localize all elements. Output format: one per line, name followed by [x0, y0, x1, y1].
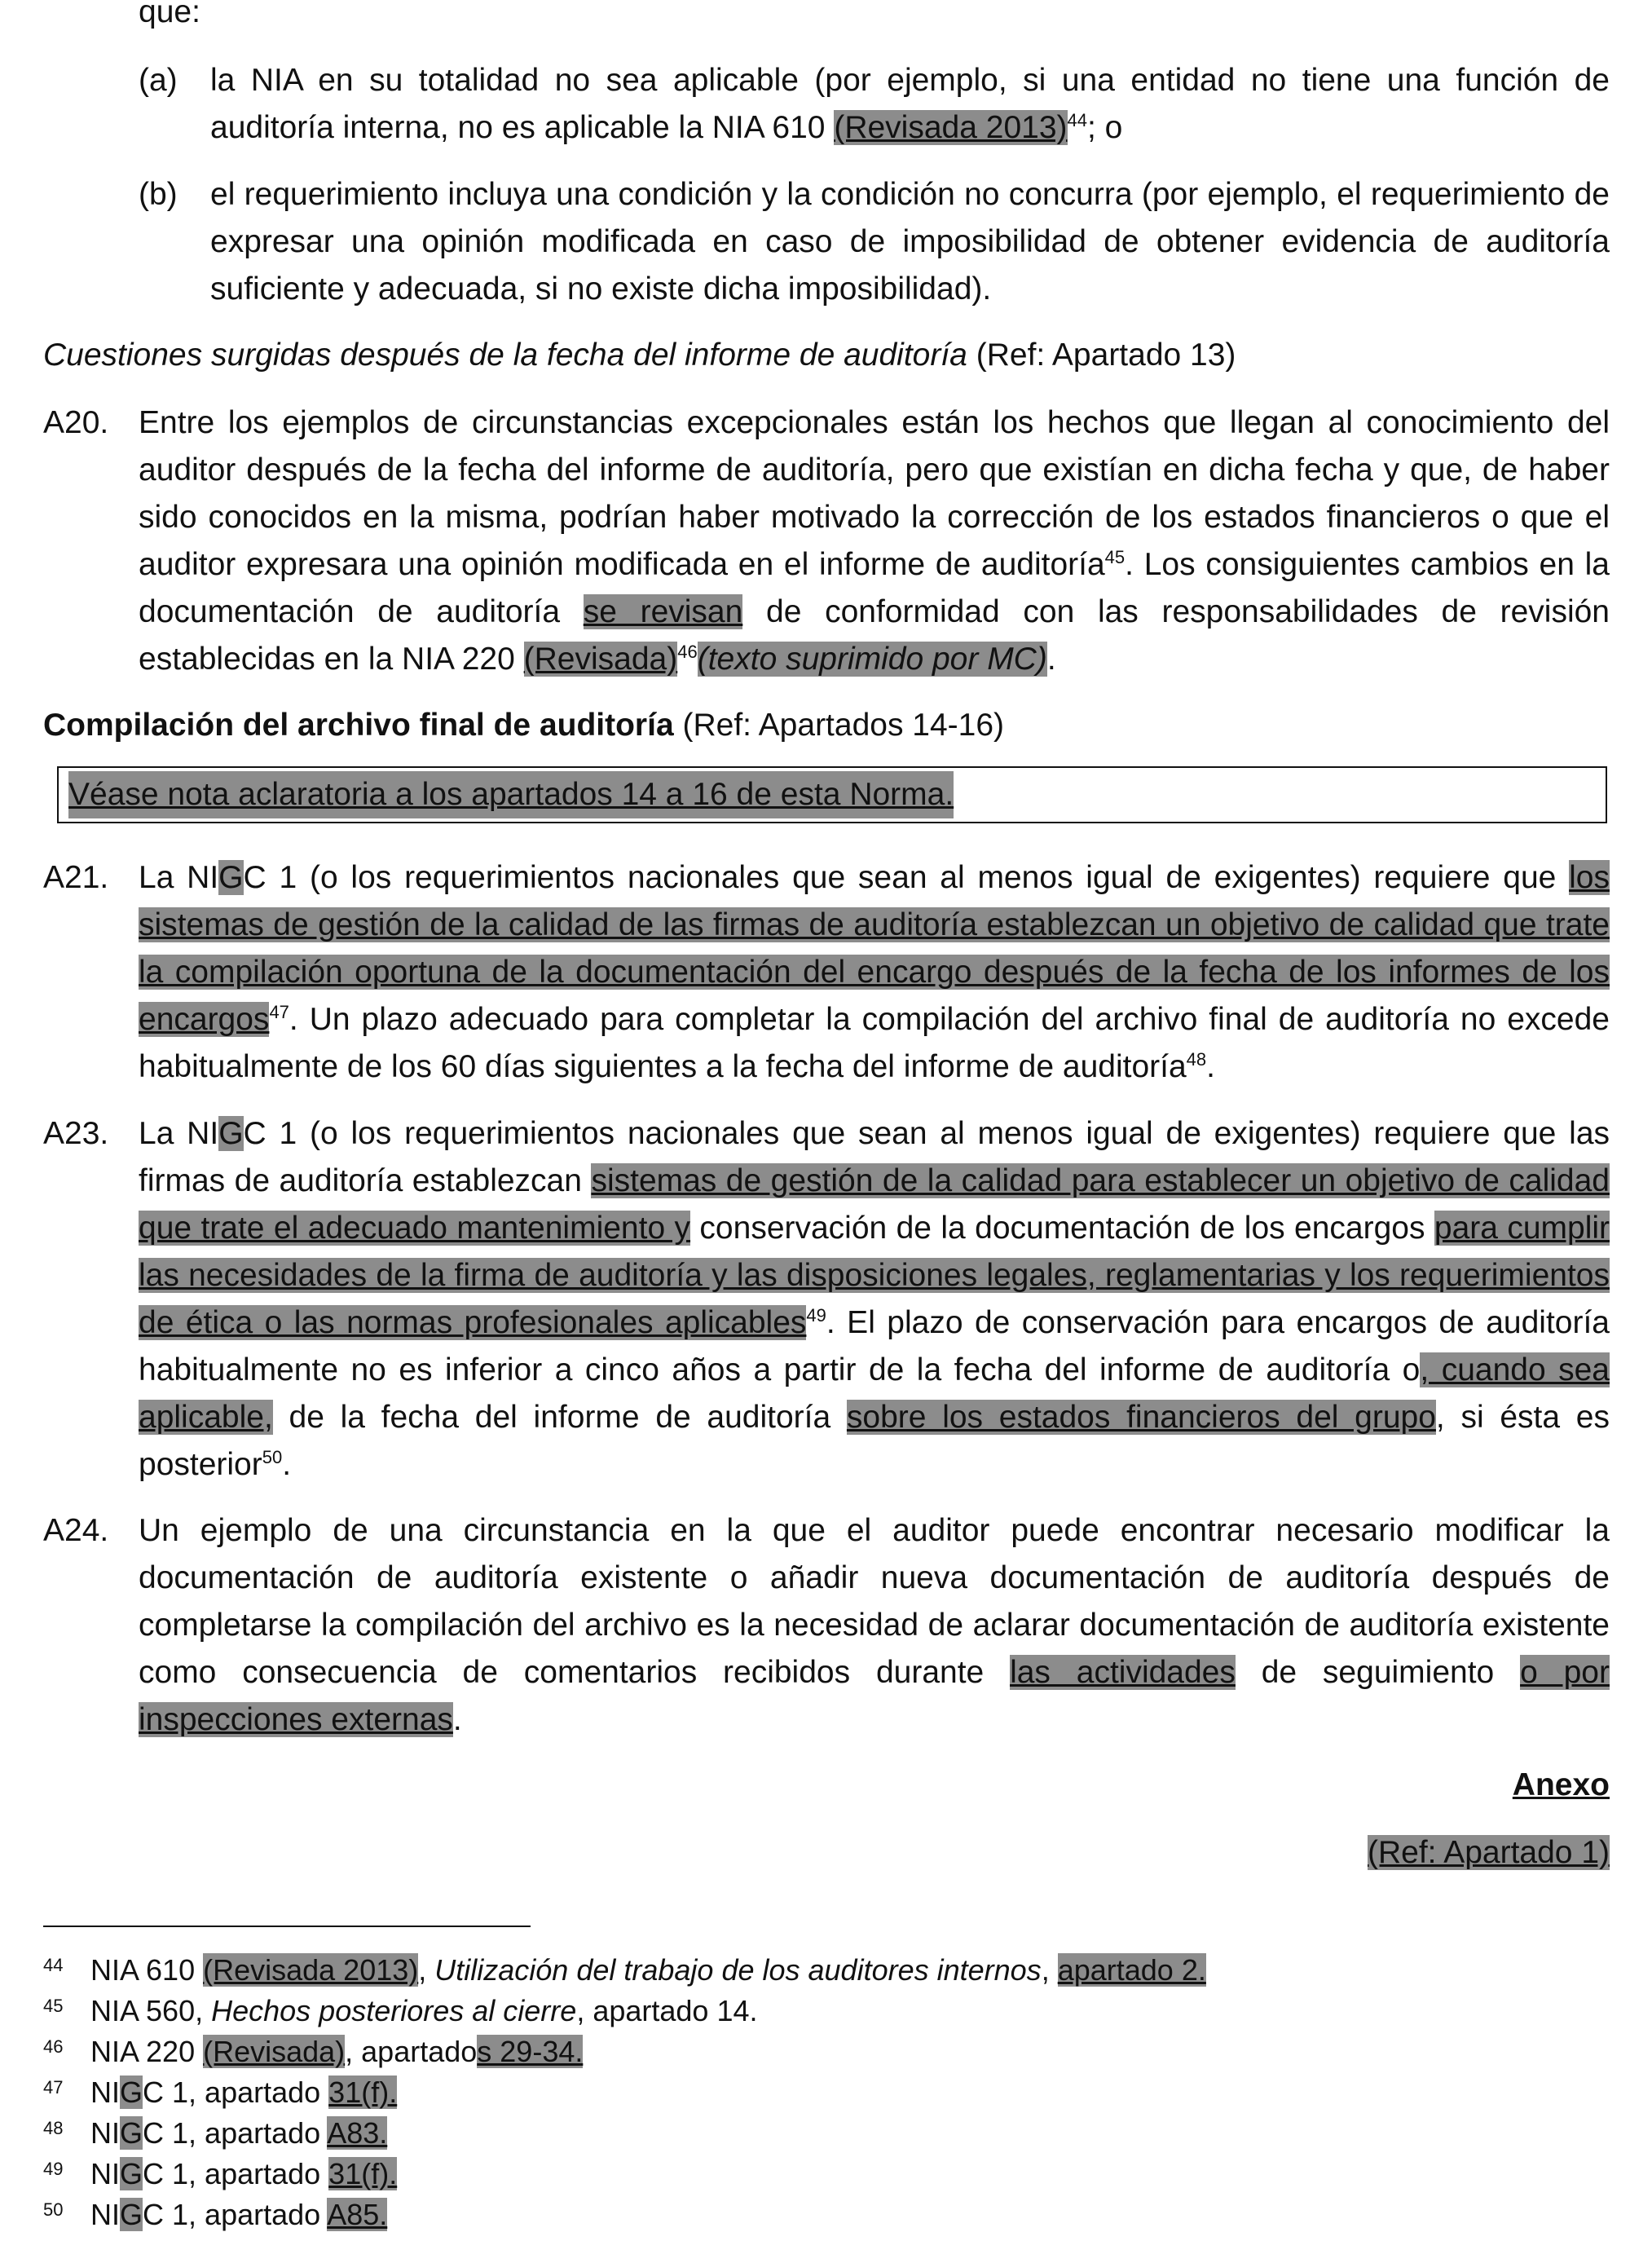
highlighted-text: A85.	[327, 2198, 388, 2231]
highlighted-letter: G	[218, 860, 244, 895]
paragraph-text	[139, 399, 1610, 683]
highlighted-letter: G	[120, 2116, 143, 2150]
footnote-ref[interactable]: 49	[806, 1305, 826, 1326]
highlighted-text: o por inspecciones externas	[139, 1655, 1610, 1737]
footnote-ref[interactable]: 44	[1067, 110, 1087, 130]
intro-text: que:	[139, 0, 200, 29]
highlighted-text: 31(f).	[328, 2076, 398, 2109]
highlighted-text: , cuando sea aplicable,	[139, 1352, 1610, 1435]
sub-item-b-text: el requerimiento incluya una condición y la condición no concurra (por ejemplo, el requerimiento de expresar una opinión modificada en caso de imposibilidad de obtener evidencia de auditoría suficiente y adecuada, si no existe dicha imposibilidad).	[210, 177, 1610, 307]
section-heading-final-file	[43, 702, 1610, 749]
text-run: C 1 (o los requerimientos nacionales que sean al menos igual de exigentes) requiere que las firmas de auditoría establezcan	[139, 1116, 1610, 1198]
text-run: .	[452, 1702, 462, 1737]
paragraph-text	[139, 1507, 1610, 1744]
highlighted-text: (Revisada)	[523, 642, 678, 677]
footnote-ref[interactable]: 46	[677, 642, 698, 662]
highlighted-text: para cumplir las necesidades de la firma de auditoría y las disposiciones legales, reglamentarias y los requerimientos de ética o las normas profesionales aplicables	[139, 1211, 1610, 1340]
text-run: la NIA en su totalidad no sea aplicable (por ejemplo, si una entidad no tiene una función de auditoría interna, no es aplicable la NIA 610	[210, 63, 1610, 145]
footnote-number: 46	[43, 2036, 64, 2057]
footnote-text	[90, 2195, 387, 2235]
highlighted-text: sobre los estados financieros del grupo	[846, 1400, 1436, 1435]
italic-text: Hechos posteriores al cierre	[211, 1994, 577, 2027]
text-run: , apartado 14.	[576, 1994, 758, 2027]
text-run: NI	[90, 2076, 120, 2109]
footnote-text	[90, 1991, 757, 2031]
heading-ref: (Ref: Apartados 14-16)	[673, 708, 1005, 743]
paragraph-text	[139, 854, 1610, 1091]
highlighted-letter: G	[120, 2076, 143, 2109]
footnote-number: 47	[43, 2077, 64, 2098]
text-run: de seguimiento	[1235, 1655, 1521, 1690]
paragraph-a21	[43, 854, 1610, 1091]
footnote-text	[90, 2154, 397, 2195]
highlighted-letter: G	[120, 2198, 143, 2231]
text-run: ; o	[1087, 110, 1123, 145]
text-run: NI	[90, 2157, 120, 2190]
sub-item-b	[139, 171, 1610, 313]
text-run: , si ésta es posterior	[139, 1400, 1610, 1482]
text-run: NI	[90, 2116, 120, 2150]
text-run: de conformidad con las responsabilidades de revisión establecidas en la NIA 220	[139, 594, 1610, 677]
footnote-number: 44	[43, 1955, 64, 1975]
sub-item-a-number: (a)	[139, 63, 178, 98]
highlighted-text: apartado 2.	[1057, 1953, 1206, 1987]
section-heading-subsequent-events	[43, 332, 1610, 379]
paragraph-text	[139, 1110, 1610, 1489]
text-run: . Los consiguientes cambios en la documentación de auditoría	[139, 547, 1610, 629]
sub-item-a-text	[210, 57, 1610, 152]
footnote-text	[90, 2031, 583, 2072]
annex-ref-text: (Ref: Apartado 1)	[1368, 1835, 1610, 1870]
highlighted-text: 31(f).	[328, 2157, 398, 2190]
footnote-separator	[43, 1926, 531, 1927]
text-run: NIA 220	[90, 2035, 204, 2068]
text-run: La NI	[139, 860, 219, 895]
paragraph-a24	[43, 1507, 1610, 1744]
highlighted-text: los sistemas de gestión de la calidad de las firmas de auditoría establezcan un objetivo de calidad que trate la compilación oportuna de la documentación del encargo después de la fecha de los informes de los encargos	[139, 860, 1610, 1037]
text-run: .	[1046, 642, 1056, 677]
heading-ref: (Ref: Apartado 13)	[967, 337, 1236, 373]
footnote-ref[interactable]: 50	[262, 1447, 283, 1467]
footnote-number: 49	[43, 2159, 64, 2179]
text-run: . El plazo de conservación para encargos de auditoría habitualmente no es inferior a cinco años a partir de la fecha del informe de auditoría o	[139, 1305, 1610, 1387]
text-run: NIA 560,	[90, 1994, 212, 2027]
highlighted-text: (Revisada 2013)	[203, 1953, 419, 1987]
annex-ref	[1368, 1829, 1610, 1877]
highlighted-text: sistemas de gestión de la calidad para establecer un objetivo de calidad que trate el adecuado mantenimiento y	[139, 1163, 1610, 1246]
sub-item-a	[139, 57, 1610, 152]
highlighted-text: (texto suprimido por MC)	[697, 642, 1047, 677]
footnote-text	[90, 1950, 1206, 1991]
highlighted-text: s 29-34.	[477, 2035, 584, 2068]
heading-italic: Cuestiones surgidas después de la fecha del informe de auditoría	[43, 337, 967, 373]
paragraph-number: A24.	[43, 1513, 109, 1548]
footnote-ref[interactable]: 47	[269, 1002, 289, 1022]
text-run: C 1, apartado	[143, 2198, 328, 2231]
highlighted-letter: G	[120, 2157, 143, 2190]
italic-text: Utilización del trabajo de los auditores internos	[434, 1953, 1042, 1987]
footnote-ref[interactable]: 48	[1186, 1049, 1207, 1070]
text-run: La NI	[139, 1116, 219, 1151]
text-run: ,	[418, 1953, 435, 1987]
text-run: C 1, apartado	[143, 2157, 329, 2190]
text-run: NI	[90, 2198, 120, 2231]
paragraph-number: A23.	[43, 1116, 109, 1151]
highlighted-text: (Revisada 2013)	[834, 110, 1068, 145]
text-run: Entre los ejemplos de circunstancias excepcionales están los hechos que llegan al conocimiento del auditor después de la fecha del informe de auditoría, pero que existían en dicha fecha y que, de haber sido conocidos en la misma, podrían haber motivado la corrección de los estados financieros o que el auditor expresara una opinión modificada en el informe de auditoría	[139, 405, 1610, 582]
footnote-text	[90, 2072, 397, 2113]
footnote-number: 50	[43, 2199, 64, 2220]
highlighted-text: se revisan	[583, 594, 743, 629]
footnote-text	[90, 2113, 387, 2154]
text-run: , apartado	[345, 2035, 478, 2068]
heading-bold: Compilación del archivo final de auditoría	[43, 708, 674, 743]
paragraph-a20	[43, 399, 1610, 683]
text-run: de la fecha del informe de auditoría	[272, 1400, 847, 1435]
text-run: ,	[1041, 1953, 1058, 1987]
paragraph-a23	[43, 1110, 1610, 1489]
highlighted-letter: G	[218, 1116, 244, 1151]
highlighted-text: A83.	[327, 2116, 388, 2150]
text-run: .	[1206, 1049, 1215, 1084]
sub-item-b-number: (b)	[139, 177, 178, 212]
footnote-number: 48	[43, 2118, 64, 2138]
annex-title: Anexo	[1512, 1767, 1610, 1802]
footnote-ref[interactable]: 45	[1104, 547, 1126, 567]
highlighted-text: las actividades	[1010, 1655, 1236, 1690]
highlighted-text: (Revisada)	[203, 2035, 346, 2068]
text-run: .	[282, 1447, 292, 1482]
text-run: C 1, apartado	[143, 2116, 328, 2150]
text-run: conservación de la documentación de los encargos	[690, 1211, 1434, 1246]
clarifying-note-box	[57, 766, 1607, 823]
text-run: C 1, apartado	[143, 2076, 329, 2109]
clarifying-note-text: Véase nota aclaratoria a los apartados 14 a 16 de esta Norma.	[68, 771, 954, 818]
text-run: NIA 610	[90, 1953, 204, 1987]
text-run: C 1 (o los requerimientos nacionales que sean al menos igual de exigentes) requiere que	[243, 860, 1570, 895]
paragraph-number: A21.	[43, 860, 109, 895]
text-run: . Un plazo adecuado para completar la compilación del archivo final de auditoría no excede habitualmente de los 60 días siguientes a la fecha del informe de auditoría	[139, 1002, 1610, 1084]
text-run: Un ejemplo de una circunstancia en la que el auditor puede encontrar necesario modificar la documentación de auditoría existente o añadir nueva documentación de auditoría después de completarse la compilación del archivo es la necesidad de aclarar documentación de auditoría existente como consecuencia de comentarios recibidos durante	[139, 1513, 1610, 1690]
paragraph-number: A20.	[43, 405, 109, 440]
footnote-number: 45	[43, 1996, 64, 2016]
